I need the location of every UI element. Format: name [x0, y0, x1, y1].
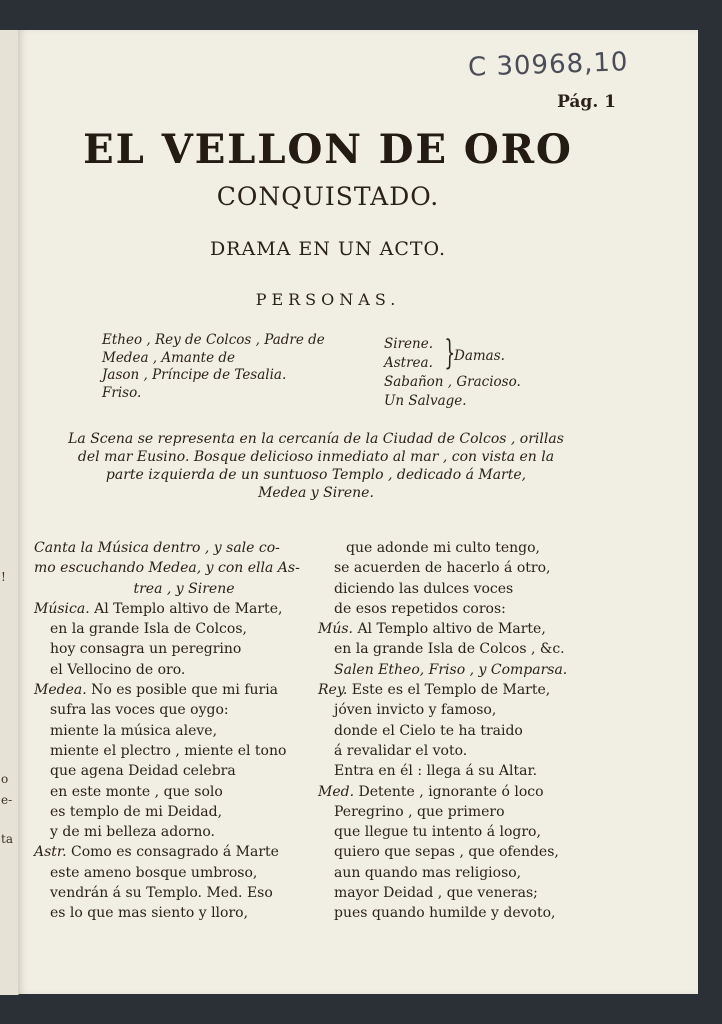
verse-text: el Vellocino de oro.: [50, 661, 186, 678]
text-line: [318, 680, 608, 700]
verse-text: que llegue tu intento á logro,: [334, 824, 541, 841]
brace-glyph: }: [444, 333, 456, 373]
text-line: [318, 741, 608, 761]
verse-text: hoy consagra un peregrino: [50, 641, 242, 658]
text-line: [34, 558, 334, 578]
text-line: [318, 558, 608, 578]
text-line: [318, 903, 608, 923]
text-line: [34, 639, 334, 659]
text-line: [34, 903, 334, 923]
speaker-name: Mús.: [318, 621, 353, 638]
verse-text: es templo de mi Deidad,: [50, 803, 223, 820]
text-line: [318, 660, 608, 680]
verse-text: y de mi belleza adorno.: [50, 824, 215, 841]
verse-text: quiero que sepas , que ofendes,: [334, 844, 559, 861]
speaker-name: Medea.: [34, 682, 87, 699]
text-line: [34, 761, 334, 781]
verse-text: Al Templo altivo de Marte,: [89, 600, 283, 617]
text-line: [34, 721, 334, 741]
cast-entry: Astrea.: [384, 355, 433, 371]
verse-text: Al Templo altivo de Marte,: [353, 621, 546, 638]
verse-text: en la grande Isla de Colcos , &c.: [334, 641, 565, 658]
play-subtitle: CONQUISTADO.: [216, 182, 440, 211]
verse-text: miente la música aleve,: [50, 722, 218, 739]
cast-entry: Etheo , Rey de Colcos , Padre de: [102, 332, 325, 348]
text-line: [318, 599, 608, 619]
verse-text: pues quando humilde y devoto,: [334, 905, 556, 922]
verse-text: se acuerden de hacerlo á otro,: [334, 560, 551, 577]
text-line: [34, 579, 334, 599]
verse-text: en la grande Isla de Colcos,: [50, 621, 247, 638]
text-line: [34, 782, 334, 802]
speaker-name: Rey.: [318, 682, 348, 699]
verse-text: este ameno bosque umbroso,: [50, 864, 258, 881]
text-line: [318, 842, 608, 862]
verse-text: donde el Cielo te ha traido: [334, 722, 523, 739]
scene-line: del mar Eusino. Bosque delicioso inmediato al mar , con vista en la: [77, 449, 555, 465]
verse-text: es lo que mas siento y lloro,: [50, 905, 249, 922]
genre-label: DRAMA EN UN ACTO.: [209, 238, 447, 260]
verse-text: Este es el Templo de Marte,: [347, 682, 551, 699]
verse-text: Peregrino , que primero: [334, 803, 505, 820]
cast-entry: Sabañon , Gracioso.: [384, 374, 521, 390]
text-line: [318, 782, 608, 802]
text-column-left: [34, 538, 334, 924]
shelfmark: C 30968,10: [467, 47, 629, 83]
text-line: [318, 579, 608, 599]
verse-text: Salen Etheo, Friso , y Comparsa.: [334, 661, 568, 678]
verse-text: diciendo las dulces voces: [334, 580, 514, 597]
scene-line: parte izquierda de un suntuoso Templo , dedicado á Marte,: [105, 467, 527, 483]
verse-text: Detente , ignorante ó loco: [354, 783, 544, 800]
text-line: [34, 863, 334, 883]
book-page: [18, 30, 698, 994]
facing-page-edge: [0, 30, 19, 995]
text-line: [34, 883, 334, 903]
text-line: [34, 842, 334, 862]
cast-entry: Friso.: [102, 384, 142, 401]
damas-label: Damas.: [454, 348, 505, 364]
verse-text: trea , y Sirene: [133, 580, 235, 597]
facing-page-fragment: o: [1, 772, 9, 786]
text-line: [34, 741, 334, 761]
cast-list-left: [102, 332, 372, 402]
scene-line: La Scena se representa en la cercanía de la Ciudad de Colcos , orillas: [68, 431, 564, 447]
verse-text: mo escuchando Medea, y con ella As-: [34, 560, 300, 577]
cast-entry: Jason , Príncipe de Tesalia.: [102, 367, 287, 383]
verse-text: que adonde mi culto tengo,: [346, 540, 540, 556]
verse-text: de esos repetidos coros:: [334, 600, 506, 617]
text-line: [34, 802, 334, 822]
cast-entry: Medea , Amante de: [102, 349, 235, 366]
verse-text: en este monte , que solo: [50, 783, 223, 800]
text-line: [34, 680, 334, 700]
speaker-name: Música.: [34, 600, 90, 617]
facing-page-fragment: e-: [1, 793, 13, 807]
speaker-name: Med.: [318, 783, 355, 800]
cast-list-right: [384, 335, 604, 411]
cast-entry: Un Salvage.: [384, 393, 467, 409]
verse-text: á revalidar el voto.: [334, 742, 468, 759]
page-number: Pág. 1: [557, 92, 616, 112]
verse-text: Como es consagrado á Marte: [66, 844, 279, 861]
verse-text: Entra en él : llega á su Altar.: [334, 763, 538, 780]
verse-text: aun quando mas religioso,: [334, 864, 522, 881]
verse-text: Canta la Música dentro , y sale co-: [34, 540, 280, 556]
scene-line: Medea y Sirene.: [258, 485, 374, 501]
verse-text: que agena Deidad celebra: [50, 763, 236, 780]
text-line: [34, 822, 334, 842]
verse-text: No es posible que mi furia: [86, 682, 279, 699]
text-line: [34, 619, 334, 639]
verse-text: jóven invicto y famoso,: [334, 702, 497, 719]
text-line: [318, 883, 608, 903]
text-line: [34, 599, 334, 619]
text-line: [318, 619, 608, 639]
personas-heading: PERSONAS.: [255, 290, 401, 309]
play-title: EL VELLON DE ORO: [83, 126, 573, 173]
text-line: [318, 639, 608, 659]
cast-entry: Sirene.: [384, 336, 433, 352]
text-line: [34, 660, 334, 680]
verse-text: sufra las voces que oygo:: [50, 702, 229, 719]
scene-description: [36, 430, 596, 502]
text-line: [34, 538, 334, 558]
text-line: [318, 538, 608, 558]
verse-text: mayor Deidad , que veneras;: [334, 885, 538, 902]
text-line: [34, 700, 334, 720]
text-column-right: [318, 538, 608, 924]
facing-page-fragment: ta: [1, 832, 13, 846]
speaker-name: Astr.: [34, 844, 67, 861]
text-line: [318, 863, 608, 883]
text-line: [318, 822, 608, 842]
text-line: [318, 802, 608, 822]
facing-page-fragment: !: [1, 570, 6, 584]
verse-text: miente el plectro , miente el tono: [50, 742, 287, 759]
text-line: [318, 721, 608, 741]
text-line: [318, 700, 608, 720]
verse-text: vendrán á su Templo. Med. Eso: [50, 885, 273, 902]
text-line: [318, 761, 608, 781]
